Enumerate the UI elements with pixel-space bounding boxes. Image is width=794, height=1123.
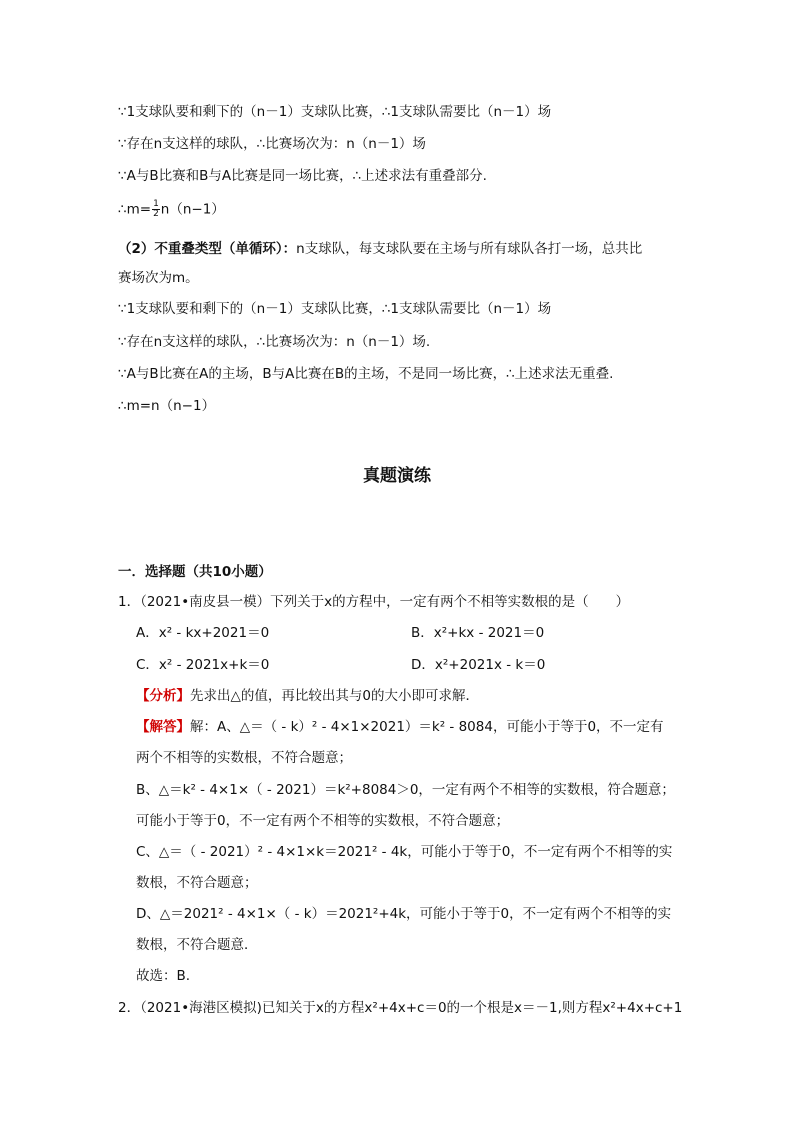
option-b: B．x²+kx - 2021＝0 [411,625,545,641]
option-c: C．x² - 2021x+k＝0 [136,657,270,673]
fraction-numerator: 1 [153,199,159,209]
solution-line: C、△＝（ - 2021）² - 4×1×k＝2021² - 4k，可能小于等于0，不一定有两个不相等的实 [136,844,673,860]
option-d: D．x²+2021x - k＝0 [411,657,546,673]
text-line: ∵1支球队要和剩下的（n－1）支球队比赛，∴1支球队需要比（n－1）场 [118,104,552,120]
text-line: ∴m=n（n−1） [118,398,216,414]
section-heading-rest: n支球队，每支球队要在主场与所有球队各打一场，总共比 [296,241,643,257]
formula-line [118,200,225,219]
solution-line: 两个不相等的实数根，不符合题意； [136,750,352,766]
formula-prefix: ∴m= [118,201,152,218]
analysis-text: 先求出△的值，再比较出其与0的大小即可求解． [190,688,479,704]
solution-text: 解：A、△＝（ - k）² - 4×1×2021）＝k² - 8084，可能小于等于0，不一定有 [190,719,664,735]
solution-line: 数根，不符合题意； [136,875,258,891]
solution-line: 数根，不符合题意． [136,937,258,953]
formula-suffix: n（n−1） [160,201,225,218]
section-heading-line [118,240,642,258]
option-a: A．x² - kx+2021＝0 [136,625,270,641]
text-line: ∵存在n支这样的球队，∴比赛场次为：n（n－1）场. [118,334,431,350]
part-heading: 一．选择题（共10小题） [118,564,272,580]
solution-line: 可能小于等于0，不一定有两个不相等的实数根，不符合题意； [136,813,510,829]
analysis-line [136,687,479,705]
section-heading: （2）不重叠类型（单循环）： [118,241,297,257]
question-stem: 2．（2021•海港区模拟)已知关于x的方程x²+4x+c＝0的一个根是x＝－1,则方程x²+4x+c+1 [118,1000,683,1016]
solution-line: D、△＝2021² - 4×1×（ - k）＝2021²+4k，可能小于等于0，不一定有两个不相等的实 [136,906,672,922]
page-title: 真题演练 [363,466,431,486]
text-line: ∵A与B比赛和B与A比赛是同一场比赛，∴上述求法有重叠部分. [118,168,487,184]
solution-tag: 【解答】 [136,719,190,735]
text-line: 赛场次为m。 [118,270,199,286]
text-line: ∵A与B比赛在A的主场，B与A比赛在B的主场，不是同一场比赛，∴上述求法无重叠. [118,366,614,382]
solution-line [136,718,664,736]
solution-line: B、△＝k² - 4×1×（ - 2021）＝k²+8084＞0，一定有两个不相等的实数根，符合题意； [136,782,675,798]
answer-line: 故选：B. [136,968,191,984]
fraction-denominator: 2 [153,209,159,219]
text-line: ∵存在n支这样的球队，∴比赛场次为：n（n－1）场 [118,136,426,152]
question-stem: 1．（2021•南皮县一模）下列关于x的方程中，一定有两个不相等实数根的是（ ） [118,594,630,610]
analysis-tag: 【分析】 [136,688,190,704]
text-line: ∵1支球队要和剩下的（n－1）支球队比赛，∴1支球队需要比（n－1）场 [118,301,552,317]
fraction [152,200,160,219]
